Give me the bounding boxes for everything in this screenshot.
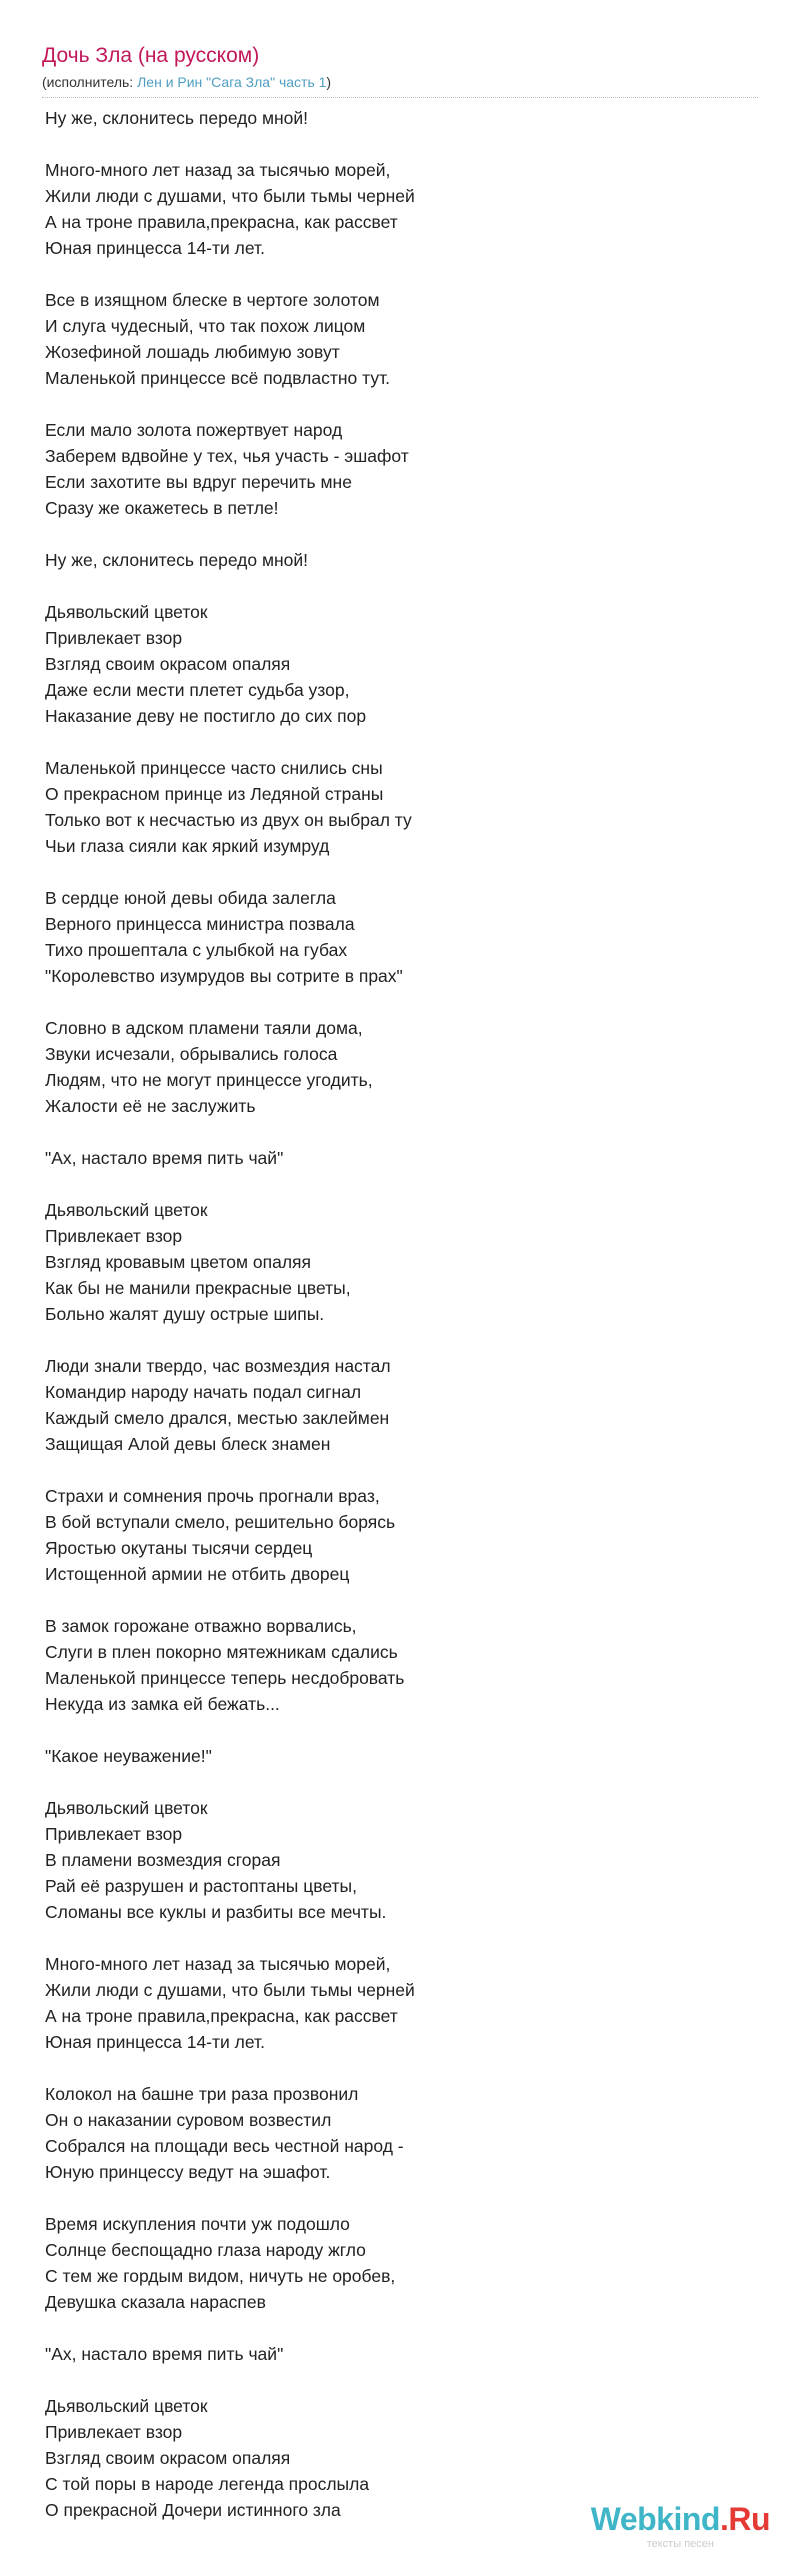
lyric-line: С той поры в народе легенда прослыла [45,2474,370,2494]
stanza-gap [45,1171,745,1197]
stanza-gap [45,1327,745,1353]
lyric-line: Рай её разрушен и растоптаны цветы, [45,1876,357,1896]
lyric-line: Истощенной армии не отбить дворец [45,1564,350,1584]
stanza-gap [45,573,745,599]
lyric-line: С тем же гордым видом, ничуть не оробев, [45,2266,396,2286]
lyric-line: Тихо прошептала с улыбкой на губах [45,940,348,960]
lyric-line: Много-много лет назад за тысячью морей, [45,1954,391,1974]
site-logo[interactable] [591,2502,770,2550]
lyric-line: Людям, что не могут принцессе угодить, [45,1070,373,1090]
lyric-line: Привлекает взор [45,1824,183,1844]
lyric-line: "Ах, настало время пить чай" [45,1148,284,1168]
lyric-line: Если захотите вы вдруг перечить мне [45,472,352,492]
lyric-line: Страхи и сомнения прочь прогнали враз, [45,1486,380,1506]
lyric-line: Слуги в плен покорно мятежникам сдались [45,1642,398,1662]
stanza-gap [45,1587,745,1613]
lyric-line: Взгляд своим окрасом опаляя [45,2448,291,2468]
stanza-gap [45,2185,745,2211]
lyric-line: Колокол на башне три раза прозвонил [45,2084,359,2104]
lyrics-text [45,105,745,2523]
lyric-line: "Ах, настало время пить чай" [45,2344,284,2364]
lyric-line: Как бы не манили прекрасные цветы, [45,1278,351,1298]
lyric-line: В сердце юной девы обида залегла [45,888,336,908]
lyric-line: Ну же, склонитесь передо мной! [45,108,309,128]
stanza-gap [45,729,745,755]
stanza-gap [45,1925,745,1951]
performer-prefix: (исполнитель: [42,74,138,90]
lyric-line: Командир народу начать подал сигнал [45,1382,362,1402]
lyric-line: Только вот к несчастью из двух он выбрал ту [45,810,412,830]
stanza-gap [45,1717,745,1743]
lyric-line: Маленькой принцессе теперь несдобровать [45,1668,405,1688]
lyric-line: Время искупления почти уж подошло [45,2214,350,2234]
lyric-line: Жозефиной лошадь любимую зовут [45,342,340,362]
stanza-gap [45,1769,745,1795]
stanza-gap [45,2055,745,2081]
lyric-line: Сразу же окажетесь в петле! [45,498,279,518]
stanza-gap [45,2315,745,2341]
stanza-gap [45,261,745,287]
stanza-gap [45,989,745,1015]
lyric-line: О прекрасной Дочери истинного зла [45,2500,341,2520]
logo-name: Webkind [590,2501,720,2537]
lyric-line: "Королевство изумрудов вы сотрите в прах" [45,966,403,986]
lyric-line: "Какое неуважение!" [45,1746,212,1766]
lyric-line: Некуда из замка ей бежать... [45,1694,280,1714]
stanza-gap [45,1119,745,1145]
lyric-line: Наказание деву не постигло до сих пор [45,706,367,726]
lyric-line: Жили люди с душами, что были тьмы черней [45,186,415,206]
lyric-line: Яростью окутаны тысячи сердец [45,1538,313,1558]
lyric-line: Звуки исчезали, обрывались голоса [45,1044,338,1064]
lyric-line: В замок горожане отважно ворвались, [45,1616,357,1636]
stanza-gap [45,1457,745,1483]
lyric-line: В пламени возмездия сгорая [45,1850,281,1870]
logo-wordmark [591,2502,770,2536]
logo-tld: .Ru [719,2501,770,2537]
lyric-line: Чьи глаза сияли как яркий изумруд [45,836,330,856]
lyric-line: Солнце беспощадно глаза народу жгло [45,2240,366,2260]
lyric-line: Взгляд кровавым цветом опаляя [45,1252,312,1272]
header-divider [42,97,758,98]
lyric-line: Он о наказании суровом возвестил [45,2110,332,2130]
performer-line [42,72,331,92]
stanza-gap [45,2367,745,2393]
lyric-line: Юная принцесса 14-ти лет. [45,2032,265,2052]
lyric-line: Словно в адском пламени таяли дома, [45,1018,363,1038]
lyric-line: Защищая Алой девы блеск знамен [45,1434,331,1454]
lyric-line: А на троне правила,прекрасна, как рассвет [45,212,398,232]
lyric-line: Каждый смело дрался, местью заклеймен [45,1408,390,1428]
lyric-line: Ну же, склонитесь передо мной! [45,550,309,570]
stanza-gap [45,131,745,157]
lyric-line: Юная принцесса 14-ти лет. [45,238,265,258]
lyric-line: В бой вступали смело, решительно борясь [45,1512,396,1532]
lyric-line: Верного принцесса министра позвала [45,914,355,934]
logo-tagline: тексты песен [646,2538,714,2550]
lyric-line: Жили люди с душами, что были тьмы черней [45,1980,415,2000]
lyric-line: Дьявольский цветок [45,1200,208,1220]
lyric-line: Дьявольский цветок [45,602,208,622]
lyric-line: Привлекает взор [45,1226,183,1246]
lyric-line: Дьявольский цветок [45,1798,208,1818]
performer-link[interactable]: Лен и Рин "Сага Зла" часть 1 [137,74,327,90]
lyric-line: Все в изящном блеске в чертоге золотом [45,290,380,310]
lyric-line: Юную принцессу ведут на эшафот. [45,2162,331,2182]
lyric-line: Девушка сказала нараспев [45,2292,266,2312]
lyric-line: Жалости её не заслужить [45,1096,256,1116]
lyric-line: А на троне правила,прекрасна, как рассвет [45,2006,398,2026]
lyric-line: Взгляд своим окрасом опаляя [45,654,291,674]
stanza-gap [45,859,745,885]
performer-suffix: ) [326,74,332,90]
lyric-line: Маленькой принцессе всё подвластно тут. [45,368,391,388]
lyric-line: Дьявольский цветок [45,2396,208,2416]
lyric-line: Больно жалят душу острые шипы. [45,1304,325,1324]
lyric-line: Сломаны все куклы и разбиты все мечты. [45,1902,387,1922]
lyric-line: Если мало золота пожертвует народ [45,420,343,440]
lyric-line: Привлекает взор [45,2422,183,2442]
lyric-line: Собрался на площади весь честной народ - [45,2136,404,2156]
lyric-line: Много-много лет назад за тысячью морей, [45,160,391,180]
stanza-gap [45,391,745,417]
page-title: Дочь Зла (на русском) [42,44,260,67]
lyric-line: Привлекает взор [45,628,183,648]
lyric-line: Маленькой принцессе часто снились сны [45,758,383,778]
stanza-gap [45,521,745,547]
lyric-line: Люди знали твердо, час возмездия настал [45,1356,391,1376]
lyric-line: О прекрасном принце из Ледяной страны [45,784,384,804]
lyric-line: Даже если мести плетет судьба узор, [45,680,350,700]
lyric-line: Заберем вдвойне у тех, чья участь - эшафот [45,446,409,466]
lyric-line: И слуга чудесный, что так похож лицом [45,316,366,336]
